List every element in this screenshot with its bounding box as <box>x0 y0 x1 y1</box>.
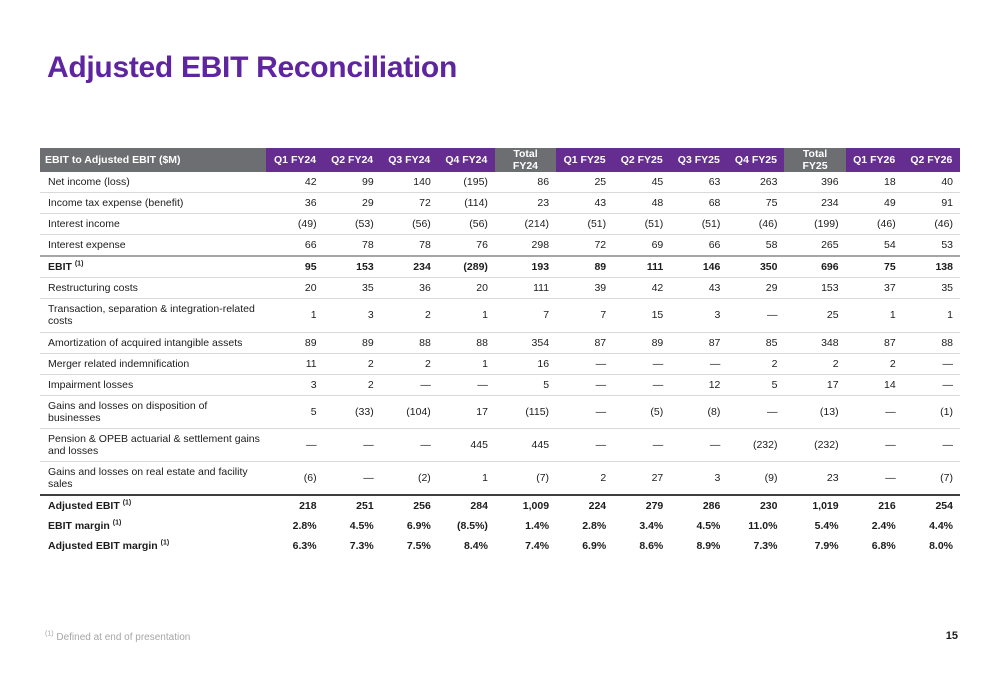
row-label-text: Restructuring costs <box>48 282 138 295</box>
column-header-label: EBIT to Adjusted EBIT ($M) <box>40 148 266 172</box>
cell-value: 140 <box>381 172 438 193</box>
column-header-q3-fy25: Q3 FY25 <box>670 148 727 172</box>
cell-value: 17 <box>438 395 495 428</box>
cell-value: (46) <box>727 214 784 235</box>
cell-value: — <box>324 428 381 461</box>
cell-value: 153 <box>784 278 845 299</box>
cell-value: 7.3% <box>753 540 778 553</box>
cell-value: 1 <box>438 299 495 332</box>
row-label <box>40 428 266 461</box>
cell-value: 7.4% <box>525 540 550 553</box>
cell-value: (289) <box>438 256 495 278</box>
cell-value: 6.9% <box>582 540 607 553</box>
cell-value: 6.8% <box>871 540 896 553</box>
row-label-text: Adjusted EBIT margin <box>48 540 158 553</box>
cell-value: 11 <box>266 353 323 374</box>
row-label-text: Impairment losses <box>48 378 134 391</box>
table-row <box>40 256 960 278</box>
cell-value: 6.3% <box>292 540 317 553</box>
column-header-q3-fy24: Q3 FY24 <box>381 148 438 172</box>
cell-value: 3 <box>266 374 323 395</box>
cell-value: 86 <box>495 172 556 193</box>
cell-value: 69 <box>613 235 670 257</box>
cell-value: 87 <box>670 332 727 353</box>
cell-value: 12 <box>670 374 727 395</box>
cell-value: 72 <box>381 193 438 214</box>
row-label-text: EBIT margin <box>48 520 110 533</box>
cell-value: 4.5% <box>696 520 721 533</box>
cell-value: 91 <box>903 193 960 214</box>
cell-value: — <box>846 428 903 461</box>
cell-value: 7.3% <box>349 540 374 553</box>
cell-value: 63 <box>670 172 727 193</box>
cell-value: — <box>381 374 438 395</box>
cell-value: 265 <box>784 235 845 257</box>
cell-value: 263 <box>727 172 784 193</box>
cell-value: 256 <box>381 495 438 516</box>
cell-value: 35 <box>903 278 960 299</box>
table-header <box>40 148 960 172</box>
cell-value: (51) <box>613 214 670 235</box>
column-header-q2-fy26: Q2 FY26 <box>903 148 960 172</box>
table-row <box>40 395 960 428</box>
cell-value: 2 <box>846 353 903 374</box>
cell-value: 445 <box>438 428 495 461</box>
row-label <box>40 495 266 516</box>
cell-value: 7 <box>556 299 613 332</box>
cell-value: 1 <box>438 461 495 495</box>
cell-value: — <box>266 428 323 461</box>
row-label-text: Adjusted EBIT <box>48 500 120 513</box>
cell-value: 16 <box>495 353 556 374</box>
cell-value: — <box>670 353 727 374</box>
cell-value: 1 <box>438 353 495 374</box>
row-label-text: Amortization of acquired intangible assets <box>48 336 243 349</box>
cell-value: 27 <box>613 461 670 495</box>
cell-value: (232) <box>727 428 784 461</box>
cell-value: 5.4% <box>814 520 839 533</box>
cell-value: 42 <box>266 172 323 193</box>
cell-value: — <box>556 395 613 428</box>
cell-value: 99 <box>324 172 381 193</box>
cell-value: (56) <box>381 214 438 235</box>
row-label-text: Interest income <box>48 218 120 231</box>
cell-value: 111 <box>613 256 670 278</box>
column-header-total-fy24: Total FY24 <box>495 148 556 172</box>
cell-value: — <box>613 428 670 461</box>
cell-value: 298 <box>495 235 556 257</box>
row-label-text: Merger related indemnification <box>48 357 190 370</box>
column-header-q4-fy24: Q4 FY24 <box>438 148 495 172</box>
cell-value: (46) <box>903 214 960 235</box>
cell-value: 37 <box>846 278 903 299</box>
footnote <box>45 632 190 643</box>
row-label-text: Income tax expense (benefit) <box>48 197 184 210</box>
cell-value: — <box>846 395 903 428</box>
cell-value: 2 <box>381 299 438 332</box>
footnote-marker: (1) <box>112 519 122 527</box>
cell-value: 88 <box>903 332 960 353</box>
cell-value: — <box>903 374 960 395</box>
cell-value: 348 <box>784 332 845 353</box>
cell-value: 29 <box>324 193 381 214</box>
cell-value: 85 <box>727 332 784 353</box>
cell-value: 2 <box>324 353 381 374</box>
cell-value: 286 <box>670 495 727 516</box>
cell-value: 2 <box>381 353 438 374</box>
cell-value: 3 <box>670 461 727 495</box>
cell-value: 2.8% <box>582 520 607 533</box>
cell-value: (56) <box>438 214 495 235</box>
cell-value: 42 <box>613 278 670 299</box>
cell-value: (46) <box>846 214 903 235</box>
cell-value: 2 <box>324 374 381 395</box>
footnote-marker: (1) <box>160 539 170 547</box>
cell-value: — <box>903 353 960 374</box>
cell-value: — <box>727 299 784 332</box>
cell-value: 153 <box>324 256 381 278</box>
table-row <box>40 332 960 353</box>
cell-value: 3.4% <box>639 520 664 533</box>
table-row <box>40 461 960 495</box>
cell-value: 3 <box>324 299 381 332</box>
row-label <box>40 278 266 299</box>
table-row <box>40 193 960 214</box>
cell-value: 2 <box>556 461 613 495</box>
table-row <box>40 299 960 332</box>
cell-value: (114) <box>438 193 495 214</box>
row-label-text: Interest expense <box>48 239 126 252</box>
footnote-marker: (1) <box>122 499 132 507</box>
cell-value: (195) <box>438 172 495 193</box>
table-row <box>40 235 960 257</box>
footnote-marker: (1) <box>74 260 84 268</box>
cell-value: 7 <box>495 299 556 332</box>
cell-value: 87 <box>846 332 903 353</box>
cell-value: 234 <box>784 193 845 214</box>
cell-value: 78 <box>324 235 381 257</box>
cell-value: 11.0% <box>748 520 778 533</box>
cell-value: 8.0% <box>929 540 953 553</box>
cell-value: 6.9% <box>406 520 431 533</box>
row-label <box>40 299 266 332</box>
cell-value: (214) <box>495 214 556 235</box>
cell-value: 1,009 <box>495 495 556 516</box>
cell-value: (1) <box>903 395 960 428</box>
cell-value: 138 <box>903 256 960 278</box>
cell-value: 36 <box>381 278 438 299</box>
cell-value: — <box>727 395 784 428</box>
column-header-q2-fy24: Q2 FY24 <box>324 148 381 172</box>
cell-value: 8.9% <box>696 540 721 553</box>
cell-value: (9) <box>727 461 784 495</box>
cell-value: 66 <box>670 235 727 257</box>
cell-value: — <box>613 353 670 374</box>
table-row <box>40 172 960 193</box>
cell-value: 23 <box>784 461 845 495</box>
cell-value: 89 <box>556 256 613 278</box>
cell-value: 23 <box>495 193 556 214</box>
cell-value: 111 <box>495 278 556 299</box>
cell-value: 8.6% <box>639 540 664 553</box>
cell-value: 58 <box>727 235 784 257</box>
cell-value: 2 <box>784 353 845 374</box>
cell-value: 87 <box>556 332 613 353</box>
row-label-text: Gains and losses on disposition of businesses <box>48 399 208 424</box>
cell-value: (8) <box>670 395 727 428</box>
cell-value: 43 <box>556 193 613 214</box>
row-label-text: Pension & OPEB actuarial & settlement gains and losses <box>48 432 260 457</box>
cell-value: 1.4% <box>525 520 550 533</box>
cell-value: 39 <box>556 278 613 299</box>
cell-value: 18 <box>846 172 903 193</box>
table-row <box>40 516 960 536</box>
table-body <box>40 172 960 556</box>
cell-value: (7) <box>903 461 960 495</box>
cell-value: 1 <box>903 299 960 332</box>
cell-value: 78 <box>381 235 438 257</box>
cell-value: 89 <box>324 332 381 353</box>
cell-value: 40 <box>903 172 960 193</box>
cell-value: 3 <box>670 299 727 332</box>
cell-value: 45 <box>613 172 670 193</box>
cell-value: 146 <box>670 256 727 278</box>
row-label <box>40 461 266 495</box>
cell-value: 15 <box>613 299 670 332</box>
cell-value: 1 <box>266 299 323 332</box>
cell-value: 66 <box>266 235 323 257</box>
cell-value: (2) <box>381 461 438 495</box>
column-header-q1-fy24: Q1 FY24 <box>266 148 323 172</box>
cell-value: (51) <box>670 214 727 235</box>
cell-value: 7.5% <box>406 540 431 553</box>
cell-value: 4.4% <box>929 520 953 533</box>
table-row <box>40 353 960 374</box>
cell-value: 234 <box>381 256 438 278</box>
cell-value: 89 <box>613 332 670 353</box>
cell-value: 2 <box>727 353 784 374</box>
table-row <box>40 536 960 556</box>
cell-value: 20 <box>266 278 323 299</box>
column-header-q1-fy25: Q1 FY25 <box>556 148 613 172</box>
cell-value: 230 <box>727 495 784 516</box>
cell-value: 35 <box>324 278 381 299</box>
cell-value: 88 <box>438 332 495 353</box>
cell-value: (7) <box>495 461 556 495</box>
row-label <box>40 332 266 353</box>
cell-value: 254 <box>903 495 960 516</box>
ebit-reconciliation-table <box>40 148 960 556</box>
row-label <box>40 536 266 556</box>
cell-value: 25 <box>784 299 845 332</box>
cell-value: (33) <box>324 395 381 428</box>
row-label-text: EBIT <box>48 261 72 274</box>
cell-value: 251 <box>324 495 381 516</box>
cell-value: 53 <box>903 235 960 257</box>
cell-value: 72 <box>556 235 613 257</box>
cell-value: 2.8% <box>292 520 317 533</box>
cell-value: — <box>670 428 727 461</box>
cell-value: — <box>556 428 613 461</box>
row-label-text: Transaction, separation & integration-related costs <box>48 303 255 328</box>
table-row <box>40 214 960 235</box>
table-header-row <box>40 148 960 172</box>
cell-value: 36 <box>266 193 323 214</box>
cell-value: 14 <box>846 374 903 395</box>
cell-value: 8.4% <box>463 540 488 553</box>
cell-value: — <box>381 428 438 461</box>
cell-value: (13) <box>784 395 845 428</box>
cell-value: 54 <box>846 235 903 257</box>
cell-value: 5 <box>495 374 556 395</box>
table-row <box>40 495 960 516</box>
cell-value: 1,019 <box>784 495 845 516</box>
cell-value: (51) <box>556 214 613 235</box>
cell-value: 193 <box>495 256 556 278</box>
cell-value: 279 <box>613 495 670 516</box>
cell-value: 218 <box>266 495 323 516</box>
row-label <box>40 193 266 214</box>
cell-value: 445 <box>495 428 556 461</box>
footnote-text: Defined at end of presentation <box>56 632 191 643</box>
column-header-q2-fy25: Q2 FY25 <box>613 148 670 172</box>
row-label-text: Net income (loss) <box>48 176 130 188</box>
row-label <box>40 374 266 395</box>
cell-value: 95 <box>266 256 323 278</box>
cell-value: 5 <box>727 374 784 395</box>
cell-value: — <box>556 374 613 395</box>
cell-value: 68 <box>670 193 727 214</box>
cell-value: (104) <box>381 395 438 428</box>
row-label <box>40 214 266 235</box>
page-number: 15 <box>945 630 958 642</box>
cell-value: 75 <box>846 256 903 278</box>
row-label-text: Gains and losses on real estate and facility sales <box>48 465 248 490</box>
footnote-marker: (1) <box>45 630 54 638</box>
table-row <box>40 278 960 299</box>
table-row <box>40 428 960 461</box>
cell-value: 216 <box>846 495 903 516</box>
cell-value: (232) <box>784 428 845 461</box>
cell-value: 76 <box>438 235 495 257</box>
cell-value: 89 <box>266 332 323 353</box>
cell-value: (6) <box>266 461 323 495</box>
cell-value: 5 <box>266 395 323 428</box>
cell-value: 2.4% <box>871 520 896 533</box>
column-header-total-fy25: Total FY25 <box>784 148 845 172</box>
cell-value: 17 <box>784 374 845 395</box>
cell-value: — <box>846 461 903 495</box>
cell-value: 29 <box>727 278 784 299</box>
cell-value: 48 <box>613 193 670 214</box>
table-row <box>40 374 960 395</box>
cell-value: — <box>903 428 960 461</box>
cell-value: 696 <box>784 256 845 278</box>
cell-value: 88 <box>381 332 438 353</box>
row-label <box>40 172 266 193</box>
row-label <box>40 395 266 428</box>
cell-value: (53) <box>324 214 381 235</box>
cell-value: — <box>438 374 495 395</box>
cell-value: (5) <box>613 395 670 428</box>
cell-value: (49) <box>266 214 323 235</box>
cell-value: 20 <box>438 278 495 299</box>
page-title: Adjusted EBIT Reconciliation <box>47 51 457 84</box>
column-header-q1-fy26: Q1 FY26 <box>846 148 903 172</box>
column-header-q4-fy25: Q4 FY25 <box>727 148 784 172</box>
row-label <box>40 353 266 374</box>
row-label <box>40 235 266 257</box>
cell-value: 350 <box>727 256 784 278</box>
cell-value: 224 <box>556 495 613 516</box>
cell-value: 75 <box>727 193 784 214</box>
cell-value: 49 <box>846 193 903 214</box>
row-label <box>40 516 266 536</box>
cell-value: 396 <box>784 172 845 193</box>
cell-value: 7.9% <box>814 540 839 553</box>
cell-value: (8.5%) <box>456 520 488 533</box>
cell-value: 284 <box>438 495 495 516</box>
cell-value: — <box>613 374 670 395</box>
cell-value: (115) <box>495 395 556 428</box>
cell-value: 354 <box>495 332 556 353</box>
cell-value: (199) <box>784 214 845 235</box>
row-label <box>40 256 266 278</box>
cell-value: — <box>324 461 381 495</box>
cell-value: 43 <box>670 278 727 299</box>
cell-value: 4.5% <box>349 520 374 533</box>
cell-value: 1 <box>846 299 903 332</box>
cell-value: — <box>556 353 613 374</box>
cell-value: 25 <box>556 172 613 193</box>
